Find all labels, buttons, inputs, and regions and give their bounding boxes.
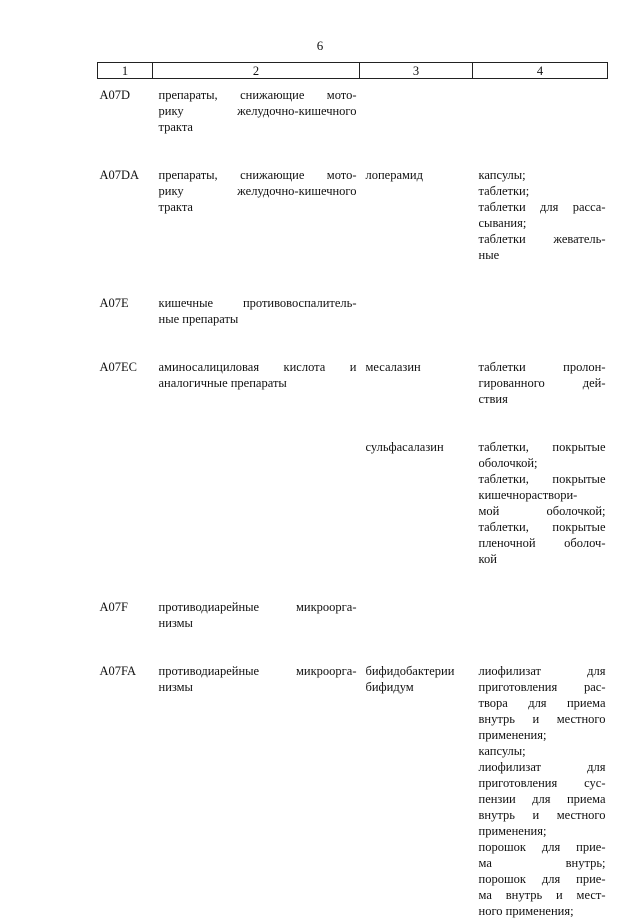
dosage-forms-line: кой bbox=[479, 551, 606, 567]
dosage-forms bbox=[473, 327, 608, 407]
active-substance bbox=[360, 631, 473, 919]
group-description-line: противодиарейные микроорга- bbox=[159, 663, 357, 679]
group-description bbox=[153, 263, 360, 327]
dosage-forms bbox=[473, 567, 608, 631]
dosage-forms-line: таблетки жеватель- bbox=[479, 231, 606, 247]
dosage-forms bbox=[473, 135, 608, 263]
group-description bbox=[153, 135, 360, 263]
group-description-line: рику желудочно-кишечного bbox=[159, 103, 357, 119]
dosage-forms-line: внутрь и местного bbox=[479, 711, 606, 727]
dosage-forms-line: применения; bbox=[479, 823, 606, 839]
table-row bbox=[98, 79, 608, 136]
atc-code: A07EC bbox=[98, 327, 153, 407]
table-row bbox=[98, 407, 608, 567]
column-header-1: 1 bbox=[98, 63, 153, 79]
page-number: 6 bbox=[0, 38, 640, 54]
dosage-forms-line: таблетки пролон- bbox=[479, 359, 606, 375]
group-description-line: тракта bbox=[159, 199, 357, 215]
dosage-forms-line: таблетки, покрытые bbox=[479, 439, 606, 455]
dosage-forms-line: ные bbox=[479, 247, 606, 263]
atc-code: A07D bbox=[98, 79, 153, 136]
table-row bbox=[98, 567, 608, 631]
column-header-2: 2 bbox=[153, 63, 360, 79]
group-description-line: рику желудочно-кишечного bbox=[159, 183, 357, 199]
dosage-forms-line: приготовления сус- bbox=[479, 775, 606, 791]
active-substance bbox=[360, 79, 473, 136]
active-substance-line: сульфасалазин bbox=[366, 439, 470, 455]
dosage-forms-line: применения; bbox=[479, 727, 606, 743]
group-description-line: низмы bbox=[159, 679, 357, 695]
active-substance bbox=[360, 327, 473, 407]
column-header-3: 3 bbox=[360, 63, 473, 79]
atc-code: A07DA bbox=[98, 135, 153, 263]
active-substance bbox=[360, 135, 473, 263]
dosage-forms-line: капсулы; bbox=[479, 743, 606, 759]
dosage-forms-line: ствия bbox=[479, 391, 606, 407]
dosage-forms bbox=[473, 407, 608, 567]
group-description-line: препараты, снижающие мото- bbox=[159, 167, 357, 183]
table-row bbox=[98, 327, 608, 407]
dosage-forms-line: пленочной оболоч- bbox=[479, 535, 606, 551]
dosage-forms-line: внутрь и местного bbox=[479, 807, 606, 823]
table-row bbox=[98, 263, 608, 327]
group-description-line: аминосалициловая кислота и bbox=[159, 359, 357, 375]
active-substance-line: лоперамид bbox=[366, 167, 470, 183]
dosage-forms-line: твора для приема bbox=[479, 695, 606, 711]
dosage-forms-line: гированного дей- bbox=[479, 375, 606, 391]
dosage-forms bbox=[473, 79, 608, 136]
dosage-forms-line: ма внутрь и мест- bbox=[479, 887, 606, 903]
dosage-forms-line: лиофилизат для bbox=[479, 663, 606, 679]
dosage-forms bbox=[473, 631, 608, 919]
atc-code: A07E bbox=[98, 263, 153, 327]
dosage-forms-line: таблетки, покрытые bbox=[479, 519, 606, 535]
dosage-forms-line: порошок для прие- bbox=[479, 871, 606, 887]
table-row bbox=[98, 631, 608, 919]
group-description-line: кишечные противовоспалитель- bbox=[159, 295, 357, 311]
group-description-line: тракта bbox=[159, 119, 357, 135]
atc-code: A07FA bbox=[98, 631, 153, 919]
group-description-line: противодиарейные микроорга- bbox=[159, 599, 357, 615]
dosage-forms-line: мой оболочкой; bbox=[479, 503, 606, 519]
group-description-line: низмы bbox=[159, 615, 357, 631]
active-substance-line: бифидобактерии bbox=[366, 663, 470, 679]
group-description bbox=[153, 79, 360, 136]
group-description bbox=[153, 327, 360, 407]
dosage-forms-line: приготовления рас- bbox=[479, 679, 606, 695]
dosage-forms-line: кишечнораствори- bbox=[479, 487, 606, 503]
atc-code bbox=[98, 407, 153, 567]
dosage-forms-line: лиофилизат для bbox=[479, 759, 606, 775]
dosage-forms-line: капсулы; bbox=[479, 167, 606, 183]
dosage-forms-line: таблетки для расса- bbox=[479, 199, 606, 215]
group-description-line: препараты, снижающие мото- bbox=[159, 87, 357, 103]
active-substance bbox=[360, 263, 473, 327]
dosage-forms-line: пензии для приема bbox=[479, 791, 606, 807]
drug-classification-table bbox=[97, 62, 608, 919]
active-substance-line: месалазин bbox=[366, 359, 470, 375]
dosage-forms-line: ного применения; bbox=[479, 903, 606, 919]
table-row bbox=[98, 135, 608, 263]
group-description bbox=[153, 631, 360, 919]
dosage-forms-line: таблетки; bbox=[479, 183, 606, 199]
dosage-forms-line: сывания; bbox=[479, 215, 606, 231]
group-description-line: аналогичные препараты bbox=[159, 375, 357, 391]
dosage-forms-line: ма внутрь; bbox=[479, 855, 606, 871]
dosage-forms-line: таблетки, покрытые bbox=[479, 471, 606, 487]
table-body bbox=[98, 79, 608, 919]
dosage-forms-line: оболочкой; bbox=[479, 455, 606, 471]
group-description-line: ные препараты bbox=[159, 311, 357, 327]
atc-code: A07F bbox=[98, 567, 153, 631]
dosage-forms-line: порошок для прие- bbox=[479, 839, 606, 855]
active-substance bbox=[360, 567, 473, 631]
header-row bbox=[98, 63, 608, 79]
group-description bbox=[153, 567, 360, 631]
active-substance bbox=[360, 407, 473, 567]
active-substance-line: бифидум bbox=[366, 679, 470, 695]
column-header-4: 4 bbox=[473, 63, 608, 79]
dosage-forms bbox=[473, 263, 608, 327]
group-description bbox=[153, 407, 360, 567]
